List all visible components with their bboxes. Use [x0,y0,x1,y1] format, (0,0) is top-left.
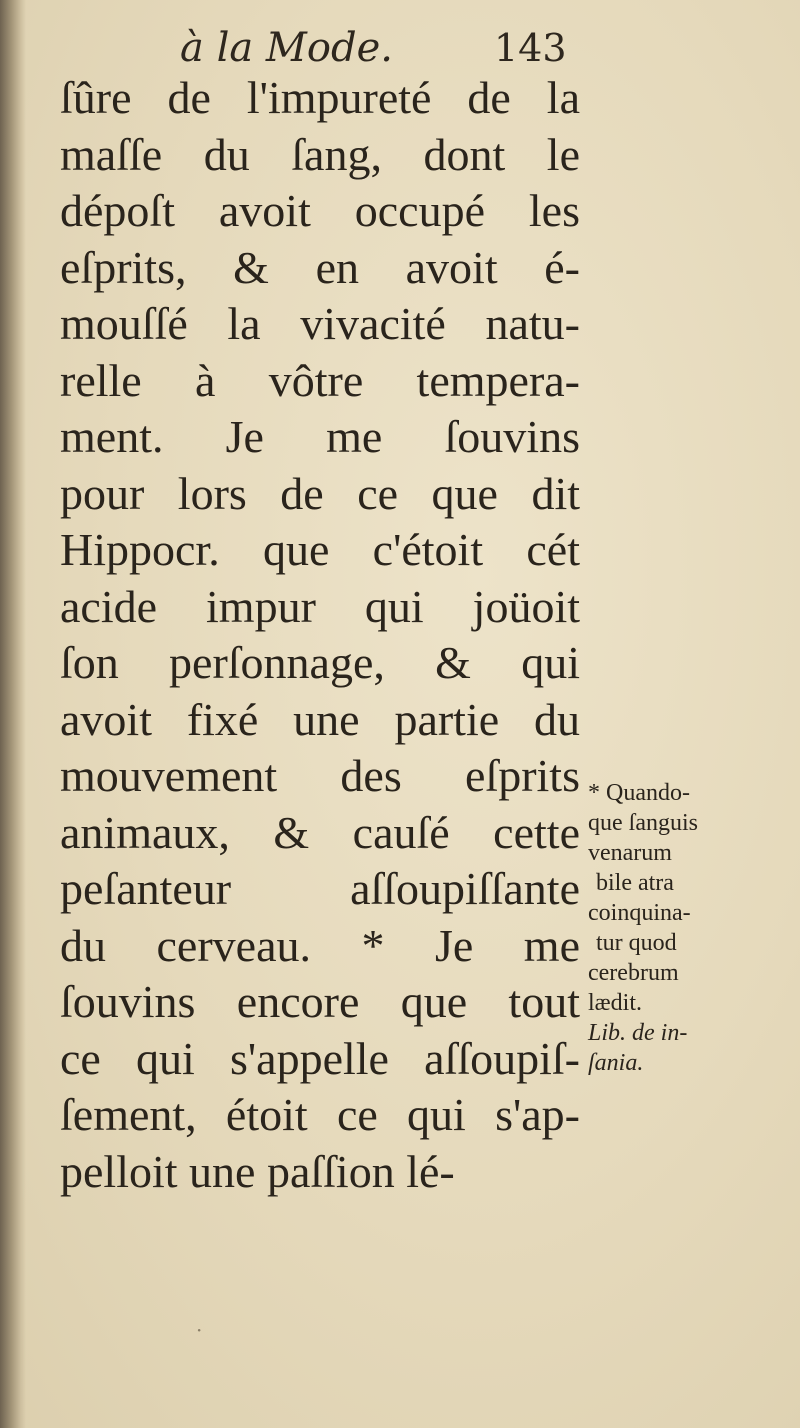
text-line: animaux, & cauſé cette [60,806,580,858]
text-line: ſement, étoit ce qui s'ap- [60,1089,580,1140]
running-head [0,18,800,78]
text-line: ſouvins encore que tout [60,976,580,1027]
marginal-note-line: que ſanguis [588,810,698,836]
marginal-note-reference: Lib. de in- [588,1020,688,1046]
text-line: acide impur qui joüoit [60,580,580,632]
text-line: dépoſt avoit occupé les [60,185,580,236]
marginal-note-line: * Quando- [588,780,690,806]
text-line: ſon perſonnage, & qui [60,637,580,688]
ink-speck-mark: · [196,1318,203,1342]
text-line: avoit fixé une partie du [60,693,580,745]
text-line: mouvement des eſprits [60,750,580,801]
page-number: 143 [494,26,567,70]
text-line: ce qui s'appelle aſſoupiſ- [60,1032,580,1084]
text-line: peſanteur aſſoupiſſante [60,863,580,914]
marginal-note-line: venarum [588,840,672,866]
text-line: relle à vôtre tempera- [60,354,580,406]
text-line: maſſe du ſang, dont le [60,128,580,180]
text-line: mouſſé la vivacité natu- [60,298,580,349]
text-line: ſûre de l'impureté de la [60,72,580,123]
marginal-note [588,778,768,1078]
text-line: pour lors de ce que dit [60,467,580,519]
text-line: pelloit une paſſion lé- [60,1145,455,1197]
marginal-note-line: bile atra [596,870,674,896]
marginal-note-line: lædit. [588,990,643,1016]
marginal-note-reference: ſania. [588,1050,644,1076]
body-text [60,70,580,1200]
marginal-note-line: cerebrum [588,960,679,986]
text-line: ment. Je me ſouvins [60,411,580,462]
page-gutter-shadow [0,0,26,1428]
text-line: eſprits, & en avoit é- [60,241,580,293]
text-line: Hippocr. que c'étoit cét [60,524,580,575]
marginal-note-line: coinquina- [588,900,691,926]
text-line: du cerveau. * Je me [60,919,580,971]
running-title: à la Mode. [180,25,393,71]
marginal-note-line: tur quod [596,930,677,956]
